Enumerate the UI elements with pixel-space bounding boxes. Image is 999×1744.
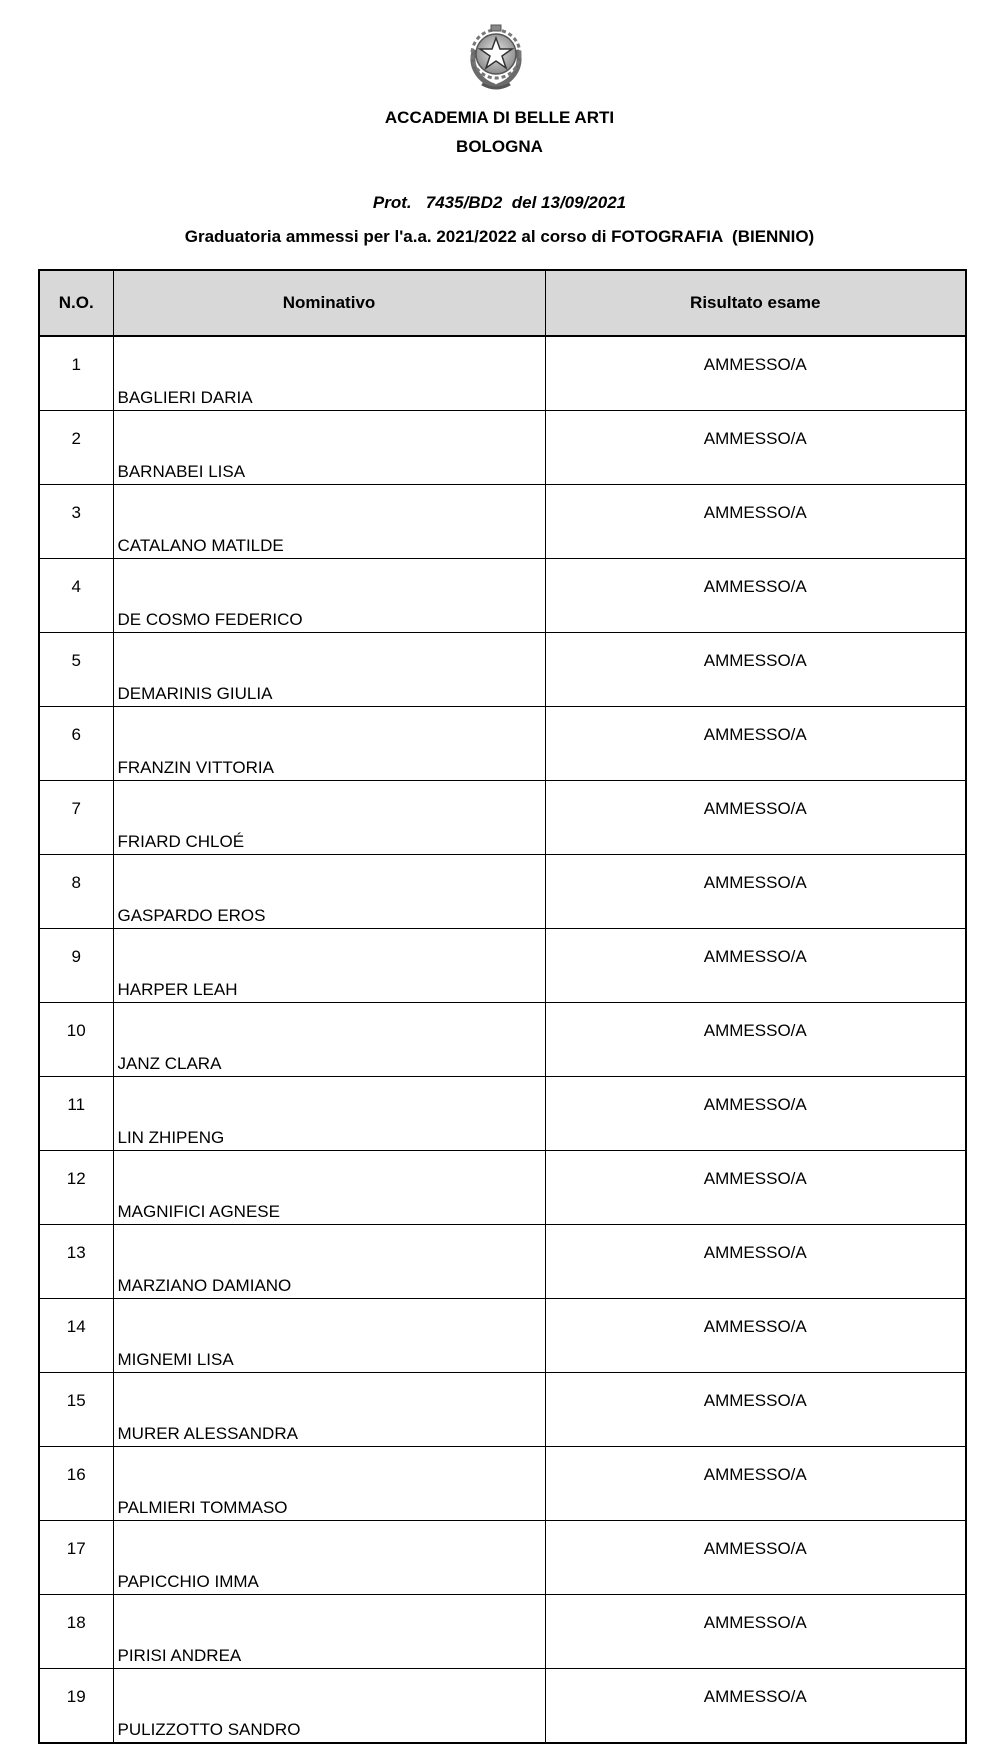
exam-result: AMMESSO/A [545,336,966,411]
exam-result: AMMESSO/A [545,1151,966,1225]
row-number: 4 [39,559,113,633]
row-number: 12 [39,1151,113,1225]
exam-result: AMMESSO/A [545,781,966,855]
table-body [39,336,966,1743]
candidate-name: LIN ZHIPENG [113,1077,545,1151]
table-row [39,1225,966,1299]
table-row [39,1003,966,1077]
row-number: 11 [39,1077,113,1151]
candidate-name: MURER ALESSANDRA [113,1373,545,1447]
table-row [39,1299,966,1373]
exam-result: AMMESSO/A [545,1669,966,1744]
table-row [39,485,966,559]
table-row [39,1151,966,1225]
exam-result: AMMESSO/A [545,1299,966,1373]
row-number: 19 [39,1669,113,1744]
row-number: 2 [39,411,113,485]
row-number: 3 [39,485,113,559]
column-header-result: Risultato esame [545,270,966,336]
table-row [39,633,966,707]
candidate-name: MAGNIFICI AGNESE [113,1151,545,1225]
candidate-name: JANZ CLARA [113,1003,545,1077]
exam-result: AMMESSO/A [545,1373,966,1447]
row-number: 14 [39,1299,113,1373]
exam-result: AMMESSO/A [545,1595,966,1669]
candidate-name: MIGNEMI LISA [113,1299,545,1373]
candidate-name: CATALANO MATILDE [113,485,545,559]
table-row [39,1447,966,1521]
protocol-number: Prot. 7435/BD2 del 13/09/2021 [372,193,627,212]
table-row [39,559,966,633]
row-number: 15 [39,1373,113,1447]
candidate-name: MARZIANO DAMIANO [113,1225,545,1299]
table-row [39,1077,966,1151]
row-number: 17 [39,1521,113,1595]
institution-name: ACCADEMIA DI BELLE ARTI [384,108,615,127]
candidate-name: GASPARDO EROS [113,855,545,929]
document-subtitle: Graduatoria ammessi per l'a.a. 2021/2022 al corso di FOTOGRAFIA (BIENNIO) [184,227,815,246]
row-number: 8 [39,855,113,929]
table-row [39,1373,966,1447]
exam-result: AMMESSO/A [545,559,966,633]
exam-result: AMMESSO/A [545,411,966,485]
exam-result: AMMESSO/A [545,1003,966,1077]
row-number: 5 [39,633,113,707]
table-row [39,855,966,929]
candidate-name: PULIZZOTTO SANDRO [113,1669,545,1744]
candidate-name: PALMIERI TOMMASO [113,1447,545,1521]
candidate-name: DEMARINIS GIULIA [113,633,545,707]
candidate-name: PIRISI ANDREA [113,1595,545,1669]
exam-result: AMMESSO/A [545,855,966,929]
exam-result: AMMESSO/A [545,1077,966,1151]
candidate-name: DE COSMO FEDERICO [113,559,545,633]
row-number: 13 [39,1225,113,1299]
exam-result: AMMESSO/A [545,633,966,707]
candidate-name: FRANZIN VITTORIA [113,707,545,781]
table-header-row [39,270,966,336]
exam-result: AMMESSO/A [545,1447,966,1521]
exam-result: AMMESSO/A [545,485,966,559]
table-row [39,781,966,855]
table-row [39,411,966,485]
row-number: 7 [39,781,113,855]
table-row [39,707,966,781]
candidate-name: HARPER LEAH [113,929,545,1003]
row-number: 18 [39,1595,113,1669]
exam-result: AMMESSO/A [545,707,966,781]
row-number: 16 [39,1447,113,1521]
row-number: 6 [39,707,113,781]
candidate-name: PAPICCHIO IMMA [113,1521,545,1595]
exam-result: AMMESSO/A [545,1225,966,1299]
row-number: 10 [39,1003,113,1077]
table-row [39,929,966,1003]
table-row [39,336,966,411]
table-row [39,1521,966,1595]
column-header-number: N.O. [39,270,113,336]
column-header-name: Nominativo [113,270,545,336]
row-number: 9 [39,929,113,1003]
candidate-name: FRIARD CHLOÉ [113,781,545,855]
emblem-icon [460,22,532,94]
table-row [39,1595,966,1669]
candidate-name: BAGLIERI DARIA [113,336,545,411]
exam-result: AMMESSO/A [545,929,966,1003]
exam-result: AMMESSO/A [545,1521,966,1595]
admissions-table [38,269,967,1744]
institution-city: BOLOGNA [456,137,543,156]
candidate-name: BARNABEI LISA [113,411,545,485]
row-number: 1 [39,336,113,411]
table-row [39,1669,966,1744]
